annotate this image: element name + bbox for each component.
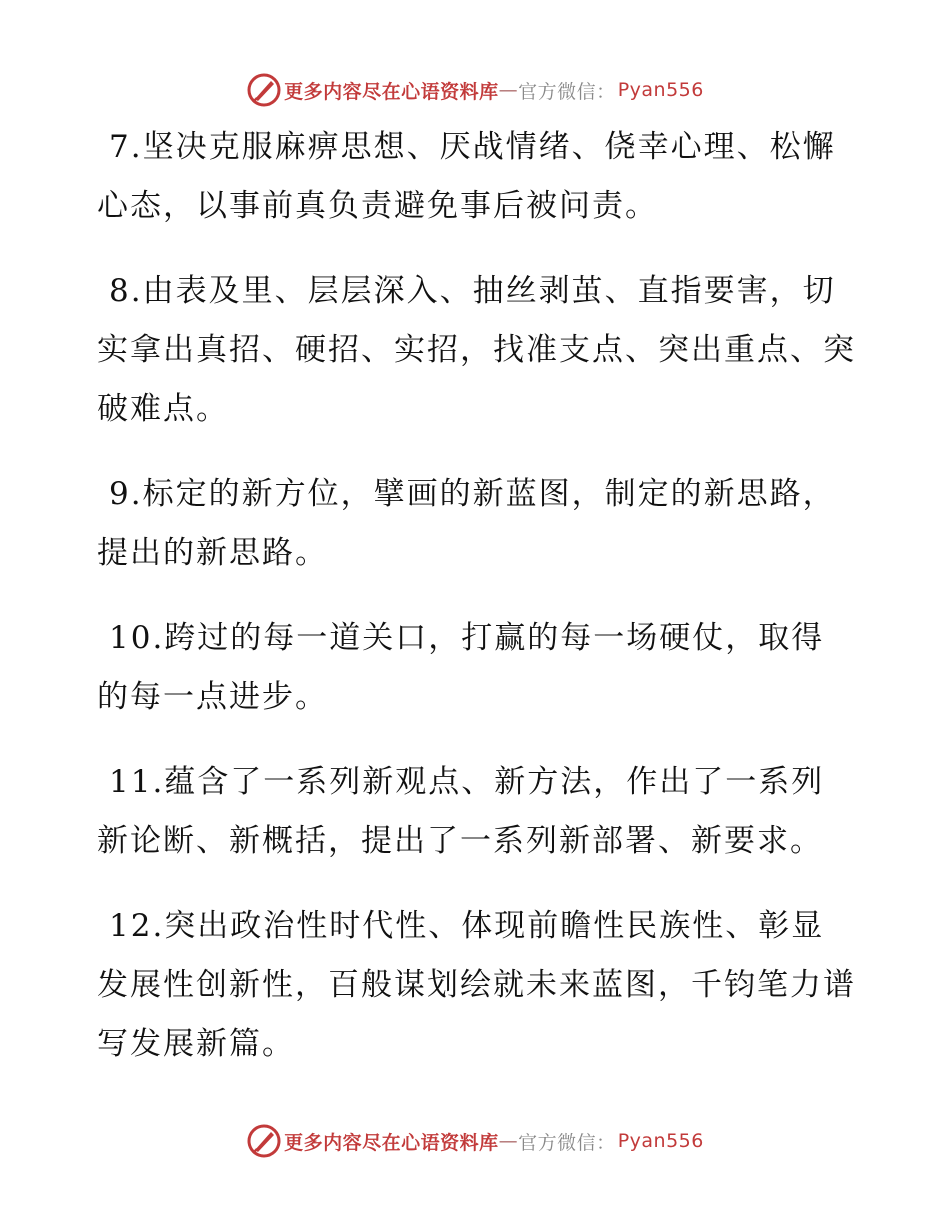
- watermark-text: 更多内容尽在心语资料库: [284, 80, 499, 103]
- watermark-footer: [0, 1121, 950, 1161]
- official-wechat-label: 官方微信：: [518, 1131, 616, 1154]
- watermark-separator: —: [498, 1130, 519, 1152]
- quill-logo-icon: [246, 72, 282, 108]
- watermark-text: 更多内容尽在心语资料库: [284, 1131, 499, 1154]
- paragraph-8: 8.由表及里、层层深入、抽丝剥茧、直指要害，切实拿出真招、硬招、实招，找准支点、突出重点、突破难点。: [97, 273, 856, 427]
- document-body: [97, 118, 857, 1100]
- watermark-separator: —: [498, 79, 519, 101]
- quill-logo-icon: [246, 1123, 282, 1159]
- wechat-id: Pyan556: [617, 1130, 704, 1152]
- paragraph-11: 11.蕴含了一系列新观点、新方法，作出了一系列新论断、新概括，提出了一系列新部署、新要求。: [97, 764, 825, 859]
- official-wechat-label: 官方微信：: [518, 80, 616, 103]
- watermark-header: [0, 70, 950, 110]
- paragraph-10: 10.跨过的每一道关口，打赢的每一场硬仗，取得的每一点进步。: [97, 620, 825, 715]
- paragraph-12: 12.突出政治性时代性、体现前瞻性民族性、彰显发展性创新性，百般谋划绘就未来蓝图，千钧笔力谱写发展新篇。: [97, 908, 856, 1062]
- paragraph-7: 7.坚决克服麻痹思想、厌战情绪、侥幸心理、松懈心态，以事前真负责避免事后被问责。: [97, 129, 836, 224]
- paragraph-9: 9.标定的新方位，擘画的新蓝图，制定的新思路，提出的新思路。: [97, 476, 836, 571]
- wechat-id: Pyan556: [617, 79, 704, 101]
